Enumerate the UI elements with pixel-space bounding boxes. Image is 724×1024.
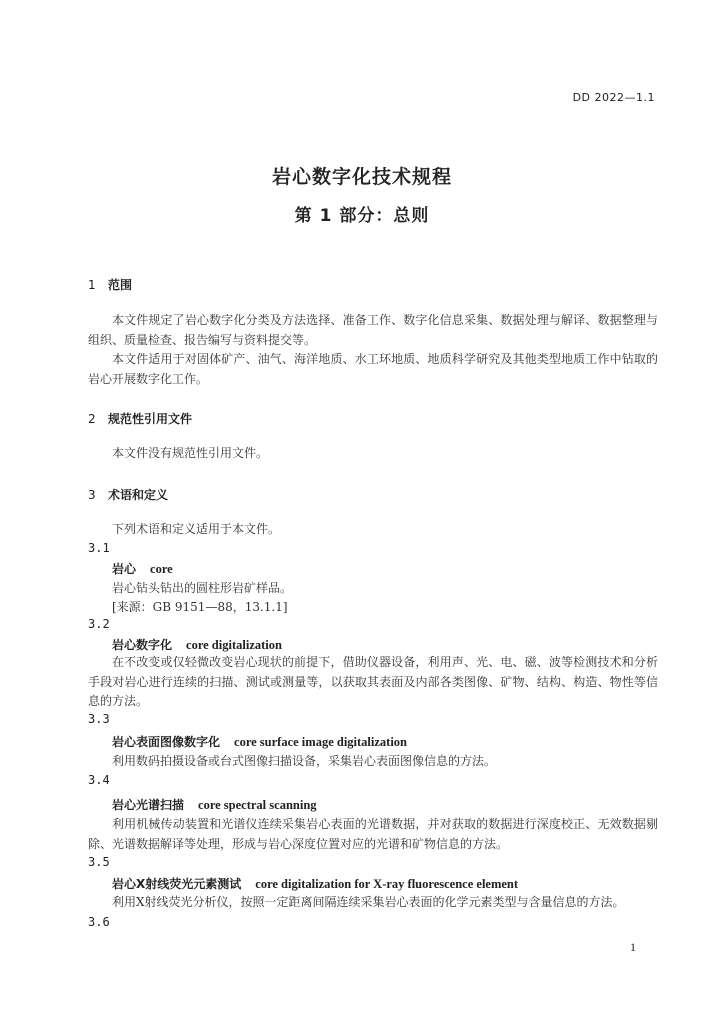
section-title: 规范性引用文件 bbox=[108, 412, 193, 426]
scope-paragraph-2: 本文件适用于对固体矿产、油气、海洋地质、水工环地质、地质科学研究及其他类型地质工作中钻取的岩心开展数字化工作。 bbox=[88, 352, 658, 386]
term-title bbox=[112, 796, 317, 813]
section-number: 3 bbox=[88, 488, 96, 502]
term-number: 3.4 bbox=[88, 773, 110, 787]
section-number: 2 bbox=[88, 412, 96, 426]
section-heading-scope bbox=[88, 276, 132, 293]
term-english: core digitalization bbox=[186, 638, 282, 652]
terms-intro: 下列术语和定义适用于本文件。 bbox=[112, 522, 281, 536]
term-chinese: 岩心表面图像数字化 bbox=[112, 735, 221, 749]
term-number: 3.5 bbox=[88, 855, 110, 869]
term-title bbox=[112, 636, 282, 653]
section-heading-terms bbox=[88, 486, 168, 503]
term-title bbox=[112, 733, 407, 750]
term-number: 3.2 bbox=[88, 617, 110, 631]
term-english: core bbox=[150, 562, 173, 576]
term-english: core surface image digitalization bbox=[234, 735, 408, 749]
term-definition: 利用数码拍摄设备或台式图像扫描设备，采集岩心表面图像信息的方法。 bbox=[112, 754, 497, 768]
term-source: [来源：GB 9151—88，13.1.1] bbox=[112, 600, 288, 614]
page-number: 1 bbox=[630, 940, 636, 954]
scope-paragraph-1: 本文件规定了岩心数字化分类及方法选择、准备工作、数字化信息采集、数据处理与解译、数据整理与组织、质量检查、报告编写与资料提交等。 bbox=[88, 313, 658, 347]
term-chinese: 岩心X射线荧光元素测试 bbox=[112, 877, 242, 891]
document-title: 岩心数字化技术规程 bbox=[271, 166, 452, 188]
term-definition: 岩心钻头钻出的圆柱形岩矿样品。 bbox=[112, 581, 293, 595]
term-definition: 利用X射线荧光分析仪，按照一定距离间隔连续采集岩心表面的化学元素类型与含量信息的方法。 bbox=[112, 895, 625, 909]
section-number: 1 bbox=[88, 278, 96, 292]
term-chinese: 岩心 bbox=[112, 562, 137, 576]
term-chinese: 岩心数字化 bbox=[112, 638, 173, 652]
document-code: DD 2022—1.1 bbox=[572, 91, 655, 104]
references-paragraph: 本文件没有规范性引用文件。 bbox=[112, 446, 269, 460]
term-definition: 利用机械传动装置和光谱仪连续采集岩心表面的光谱数据，并对获取的数据进行深度校正、无效数据剔除、光谱数据解译等处理，形成与岩心深度位置对应的光谱和矿物信息的方法。 bbox=[88, 817, 658, 851]
term-number: 3.6 bbox=[88, 915, 110, 929]
section-heading-normative-references bbox=[88, 410, 192, 427]
term-number: 3.3 bbox=[88, 712, 110, 726]
term-title bbox=[112, 875, 518, 892]
section-title: 范围 bbox=[108, 278, 133, 292]
term-english: core digitalization for X-ray fluorescence element bbox=[255, 877, 519, 891]
document-subtitle: 第 1 部分：总则 bbox=[294, 206, 430, 226]
term-chinese: 岩心光谱扫描 bbox=[112, 798, 185, 812]
term-definition: 在不改变或仅轻微改变岩心现状的前提下，借助仪器设备，利用声、光、电、磁、波等检测技术和分析手段对岩心进行连续的扫描、测试或测量等，以获取其表面及内部各类图像、矿物、结构、构造、物性等信息的方法。 bbox=[88, 655, 658, 708]
section-title: 术语和定义 bbox=[108, 488, 169, 502]
term-english: core spectral scanning bbox=[198, 798, 317, 812]
term-title bbox=[112, 560, 173, 577]
term-number: 3.1 bbox=[88, 541, 110, 555]
